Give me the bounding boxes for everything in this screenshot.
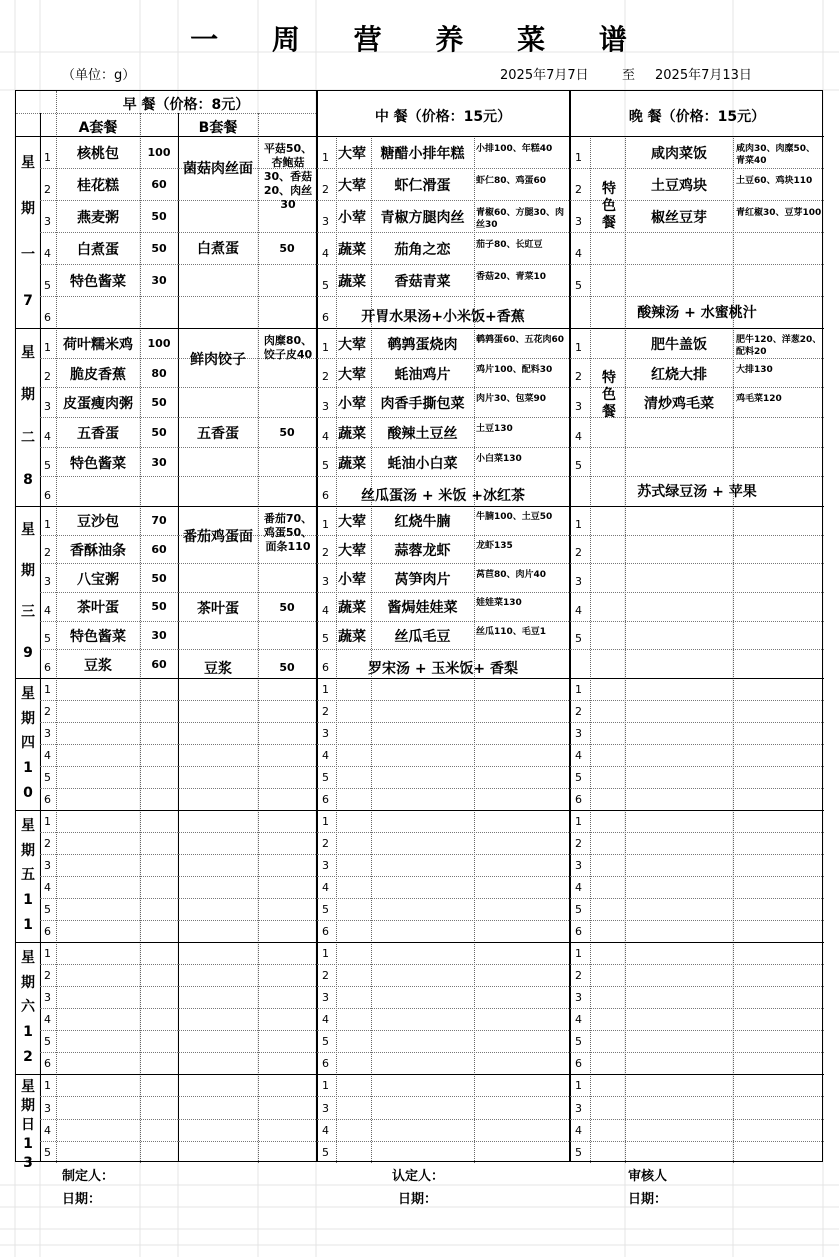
row-number: 6 bbox=[44, 925, 51, 938]
set-a-item: 特色酱菜 bbox=[70, 629, 126, 645]
row-number: 6 bbox=[322, 661, 329, 674]
row-number: 1 bbox=[44, 815, 51, 828]
row-number: 2 bbox=[575, 705, 582, 718]
row-number: 6 bbox=[322, 1057, 329, 1070]
row-number: 3 bbox=[44, 727, 51, 740]
lunch-category: 大荤 bbox=[338, 178, 366, 194]
row-number: 1 bbox=[575, 151, 582, 164]
unit-label: （单位：g） bbox=[62, 68, 136, 83]
row-number: 3 bbox=[44, 859, 51, 872]
row-number: 5 bbox=[322, 459, 329, 473]
lunch-category: 蔬菜 bbox=[338, 242, 366, 258]
lunch-category: 蔬菜 bbox=[338, 600, 366, 617]
approver-date-label: 日期： bbox=[398, 1192, 438, 1207]
row-number: 3 bbox=[44, 400, 51, 413]
row-number: 4 bbox=[44, 749, 51, 762]
row-number: 6 bbox=[44, 1057, 51, 1070]
row-number: 4 bbox=[575, 429, 582, 443]
row-number: 4 bbox=[322, 1123, 329, 1137]
lunch-category: 蔬菜 bbox=[338, 274, 366, 290]
dinner-ingredients: 咸肉30、肉糜50、青菜40 bbox=[736, 144, 816, 166]
row-number: 5 bbox=[575, 279, 582, 292]
row-number: 5 bbox=[322, 279, 329, 292]
date-to: 2025年7月13日 bbox=[655, 68, 752, 83]
row-number: 4 bbox=[575, 603, 582, 617]
row-number: 3 bbox=[322, 400, 329, 413]
row-number: 4 bbox=[575, 247, 582, 260]
row-number: 5 bbox=[322, 1035, 329, 1048]
row-number: 2 bbox=[322, 183, 329, 196]
row-number: 2 bbox=[44, 546, 51, 560]
row-number: 4 bbox=[322, 429, 329, 443]
row-number: 3 bbox=[575, 400, 582, 413]
row-number: 5 bbox=[575, 1035, 582, 1048]
row-number: 3 bbox=[44, 215, 51, 228]
lunch-dish: 丝瓜毛豆 bbox=[394, 629, 451, 645]
set-a-item: 脆皮香蕉 bbox=[70, 366, 126, 383]
row-number: 1 bbox=[322, 947, 329, 960]
row-number: 3 bbox=[575, 1101, 582, 1115]
lunch-dish: 蚝油鸡片 bbox=[394, 366, 451, 383]
dinner-dish: 清炒鸡毛菜 bbox=[644, 396, 714, 413]
lunch-dish: 蚝油小白菜 bbox=[387, 455, 458, 472]
row-number: 2 bbox=[575, 546, 582, 560]
row-number: 3 bbox=[44, 575, 51, 588]
lunch-dish: 鹌鹑蛋烧肉 bbox=[387, 336, 458, 353]
row-number: 2 bbox=[322, 546, 329, 560]
row-number: 2 bbox=[44, 837, 51, 850]
row-number: 1 bbox=[44, 340, 51, 354]
set-a-qty: 100 bbox=[147, 146, 171, 159]
lunch-category: 蔬菜 bbox=[338, 455, 366, 472]
set-a-qty: 50 bbox=[151, 425, 167, 439]
row-number: 4 bbox=[575, 1013, 582, 1026]
set-a-qty: 30 bbox=[151, 274, 167, 287]
day-label-mon: 星 期 一 7 bbox=[21, 154, 35, 309]
row-number: 5 bbox=[44, 279, 51, 292]
dinner-ingredients: 土豆60、鸡块110 bbox=[736, 176, 813, 186]
row-number: 4 bbox=[44, 1013, 51, 1026]
row-number: 1 bbox=[322, 151, 329, 164]
lunch-dish: 酱焗娃娃菜 bbox=[387, 600, 458, 617]
dinner-extra: 苏式绿豆汤 + 苹果 bbox=[637, 484, 757, 501]
row-number: 2 bbox=[575, 969, 582, 982]
lunch-ingredients: 娃娃菜130 bbox=[476, 598, 522, 609]
lunch-dish: 莴笋肉片 bbox=[394, 571, 451, 588]
row-number: 1 bbox=[575, 1079, 582, 1093]
lunch-category: 小荤 bbox=[338, 571, 366, 588]
row-number: 1 bbox=[322, 340, 329, 354]
row-number: 5 bbox=[322, 903, 329, 916]
row-number: 3 bbox=[575, 727, 582, 740]
set-a-qty: 50 bbox=[151, 600, 167, 614]
dinner-header: 晚 餐（价格：15元） bbox=[628, 109, 766, 125]
set-a-qty: 70 bbox=[151, 514, 167, 528]
row-number: 4 bbox=[575, 1123, 582, 1137]
row-number: 3 bbox=[322, 575, 329, 588]
row-number: 3 bbox=[322, 215, 329, 228]
dinner-dish: 土豆鸡块 bbox=[651, 178, 707, 194]
row-number: 4 bbox=[322, 1013, 329, 1026]
day-label-sun: 星 期 日 1 3 bbox=[21, 1079, 35, 1171]
row-number: 4 bbox=[44, 429, 51, 443]
row-number: 5 bbox=[322, 1146, 329, 1159]
row-number: 5 bbox=[575, 632, 582, 646]
row-number: 4 bbox=[322, 247, 329, 260]
set-a-item: 五香蛋 bbox=[77, 425, 119, 442]
row-number: 4 bbox=[322, 603, 329, 617]
lunch-category: 小荤 bbox=[338, 210, 366, 226]
day-label-thu: 星 期 四 1 0 bbox=[21, 685, 35, 802]
set-a-qty: 60 bbox=[151, 543, 167, 556]
date-separator: 至 bbox=[622, 68, 636, 83]
breakfast-header: 早 餐（价格：8元） bbox=[122, 97, 250, 113]
row-number: 3 bbox=[322, 727, 329, 740]
lunch-dish: 蒜蓉龙虾 bbox=[394, 543, 451, 559]
lunch-extra: 罗宋汤 + 玉米饭+ 香梨 bbox=[367, 660, 519, 677]
row-number: 1 bbox=[44, 517, 51, 531]
row-number: 2 bbox=[575, 183, 582, 196]
set-a-item: 豆沙包 bbox=[77, 514, 119, 531]
set-b-egg: 茶叶蛋 bbox=[197, 600, 239, 617]
row-number: 1 bbox=[322, 683, 329, 696]
set-a-item: 皮蛋瘦肉粥 bbox=[63, 396, 133, 413]
row-number: 3 bbox=[575, 859, 582, 872]
set-a-item: 核桃包 bbox=[77, 146, 119, 162]
set-a-item: 特色酱菜 bbox=[70, 274, 126, 290]
lunch-ingredients: 茄子80、长豇豆 bbox=[476, 240, 543, 250]
auditor-date-label: 日期： bbox=[628, 1192, 668, 1207]
lunch-dish: 酸辣土豆丝 bbox=[387, 425, 458, 442]
set-a-item: 荷叶糯米鸡 bbox=[63, 336, 133, 353]
set-a-item: 八宝粥 bbox=[77, 571, 119, 588]
row-number: 5 bbox=[44, 632, 51, 646]
set-a-qty: 60 bbox=[151, 178, 167, 191]
row-number: 6 bbox=[575, 793, 582, 806]
row-number: 2 bbox=[322, 969, 329, 982]
day-label-fri: 星 期 五 1 1 bbox=[21, 817, 35, 934]
set-b-main: 菌菇肉丝面 bbox=[183, 161, 253, 178]
row-number: 2 bbox=[44, 183, 51, 196]
lunch-header: 中 餐（价格：15元） bbox=[374, 109, 512, 125]
lunch-ingredients: 肉片30、包菜90 bbox=[476, 394, 547, 405]
maker-date-label: 日期： bbox=[62, 1192, 102, 1207]
approver-label: 认定人： bbox=[392, 1169, 445, 1184]
lunch-ingredients: 龙虾135 bbox=[476, 541, 513, 551]
row-number: 1 bbox=[44, 947, 51, 960]
row-number: 5 bbox=[322, 632, 329, 646]
row-number: 3 bbox=[575, 575, 582, 588]
row-number: 2 bbox=[322, 705, 329, 718]
set-b-drink: 豆浆 bbox=[204, 660, 232, 677]
set-a-item: 特色酱菜 bbox=[70, 455, 126, 472]
dinner-ingredients: 肥牛120、洋葱20、配料20 bbox=[736, 334, 822, 357]
lunch-category: 蔬菜 bbox=[338, 425, 366, 442]
lunch-ingredients: 牛腩100、土豆50 bbox=[476, 512, 553, 523]
lunch-dish: 虾仁滑蛋 bbox=[394, 178, 451, 194]
set-b-egg: 五香蛋 bbox=[197, 425, 239, 442]
row-number: 2 bbox=[44, 370, 51, 384]
lunch-dish: 茄角之恋 bbox=[394, 242, 451, 258]
set-b-header: B套餐 bbox=[198, 120, 238, 136]
row-number: 5 bbox=[575, 771, 582, 784]
page-title: 一 周 营 养 菜 谱 bbox=[190, 23, 649, 56]
lunch-category: 大荤 bbox=[338, 146, 366, 162]
set-b-main-note: 肉糜80、饺子皮40 bbox=[263, 334, 313, 361]
row-number: 1 bbox=[575, 340, 582, 354]
date-from: 2025年7月7日 bbox=[500, 68, 589, 83]
dinner-extra: 酸辣汤 + 水蜜桃汁 bbox=[637, 305, 757, 321]
lunch-ingredients: 小白菜130 bbox=[476, 453, 522, 464]
row-number: 3 bbox=[575, 215, 582, 228]
set-a-qty: 50 bbox=[151, 210, 167, 223]
row-number: 6 bbox=[322, 489, 329, 502]
lunch-ingredients: 鸡片100、配料30 bbox=[476, 364, 553, 375]
set-a-item: 豆浆 bbox=[84, 657, 112, 674]
row-number: 5 bbox=[44, 459, 51, 473]
row-number: 1 bbox=[575, 517, 582, 531]
row-number: 5 bbox=[575, 903, 582, 916]
lunch-dish: 香菇青菜 bbox=[394, 274, 451, 290]
row-number: 1 bbox=[44, 151, 51, 164]
row-number: 1 bbox=[575, 947, 582, 960]
dinner-ingredients: 鸡毛菜120 bbox=[736, 394, 782, 405]
row-number: 6 bbox=[44, 489, 51, 502]
row-number: 6 bbox=[575, 1057, 582, 1070]
row-number: 1 bbox=[44, 683, 51, 696]
set-a-item: 桂花糕 bbox=[77, 178, 119, 194]
lunch-dish: 青椒方腿肉丝 bbox=[380, 210, 465, 226]
lunch-ingredients: 丝瓜110、毛豆1 bbox=[476, 627, 547, 637]
row-number: 6 bbox=[322, 793, 329, 806]
row-number: 2 bbox=[575, 370, 582, 384]
set-b-egg-qty: 50 bbox=[279, 241, 295, 255]
row-number: 6 bbox=[322, 311, 329, 324]
set-a-header: A套餐 bbox=[78, 120, 118, 136]
row-number: 2 bbox=[575, 837, 582, 850]
row-number: 5 bbox=[44, 1146, 51, 1159]
menu-table bbox=[15, 90, 823, 1171]
row-number: 4 bbox=[44, 881, 51, 894]
row-number: 4 bbox=[322, 881, 329, 894]
set-a-qty: 100 bbox=[147, 336, 171, 350]
row-number: 3 bbox=[322, 859, 329, 872]
lunch-dish: 肉香手撕包菜 bbox=[380, 396, 465, 413]
lunch-ingredients: 虾仁80、鸡蛋60 bbox=[476, 176, 547, 186]
lunch-extra: 丝瓜蛋汤 + 米饭 +冰红茶 bbox=[360, 488, 526, 505]
lunch-ingredients: 鹌鹑蛋60、五花肉60 bbox=[476, 334, 565, 345]
row-number: 3 bbox=[44, 1101, 51, 1115]
dinner-dish: 肥牛盖饭 bbox=[651, 336, 707, 353]
lunch-category: 大荤 bbox=[338, 543, 366, 559]
set-a-qty: 50 bbox=[151, 242, 167, 255]
dinner-dish: 椒丝豆芽 bbox=[651, 210, 707, 226]
day-label-wed: 星 期 三 9 bbox=[21, 522, 35, 661]
auditor-label: 审核人 bbox=[628, 1169, 668, 1184]
row-number: 1 bbox=[575, 683, 582, 696]
dinner-dish: 咸肉菜饭 bbox=[651, 146, 707, 162]
set-a-qty: 30 bbox=[151, 455, 167, 469]
row-number: 6 bbox=[322, 925, 329, 938]
set-b-egg: 白煮蛋 bbox=[197, 241, 239, 258]
lunch-ingredients: 小排100、年糕40 bbox=[476, 144, 553, 154]
dinner-ingredients: 青红椒30、豆芽100 bbox=[736, 208, 822, 218]
row-number: 5 bbox=[44, 1035, 51, 1048]
set-a-qty: 50 bbox=[151, 571, 167, 585]
row-number: 6 bbox=[44, 793, 51, 806]
row-number: 4 bbox=[44, 247, 51, 260]
row-number: 2 bbox=[322, 837, 329, 850]
row-number: 3 bbox=[322, 1101, 329, 1115]
set-a-qty: 30 bbox=[151, 629, 167, 642]
row-number: 4 bbox=[44, 603, 51, 617]
set-b-egg-qty: 50 bbox=[279, 600, 295, 614]
lunch-category: 小荤 bbox=[338, 396, 366, 413]
set-b-main: 鲜肉饺子 bbox=[190, 351, 246, 368]
row-number: 5 bbox=[322, 771, 329, 784]
set-a-item: 香酥油条 bbox=[70, 543, 126, 559]
row-number: 3 bbox=[575, 991, 582, 1004]
lunch-category: 大荤 bbox=[338, 514, 366, 531]
lunch-dish: 糖醋小排年糕 bbox=[380, 146, 465, 162]
row-number: 4 bbox=[322, 749, 329, 762]
row-number: 6 bbox=[44, 311, 51, 324]
row-number: 4 bbox=[575, 749, 582, 762]
lunch-ingredients: 香菇20、青菜10 bbox=[476, 272, 547, 282]
lunch-ingredients: 青椒60、方腿30、肉丝30 bbox=[476, 208, 565, 230]
day-label-sat: 星 期 六 1 2 bbox=[21, 949, 35, 1066]
row-number: 2 bbox=[44, 969, 51, 982]
lunch-ingredients: 土豆130 bbox=[476, 423, 513, 434]
set-a-qty: 50 bbox=[151, 396, 167, 410]
row-number: 1 bbox=[322, 1079, 329, 1093]
set-b-main: 番茄鸡蛋面 bbox=[183, 529, 253, 546]
set-a-qty: 80 bbox=[151, 366, 167, 380]
row-number: 2 bbox=[322, 370, 329, 384]
lunch-ingredients: 莴苣80、肉片40 bbox=[476, 569, 547, 580]
set-a-item: 茶叶蛋 bbox=[77, 600, 119, 617]
dinner-ingredients: 大排130 bbox=[736, 364, 773, 375]
row-number: 5 bbox=[44, 903, 51, 916]
row-number: 6 bbox=[575, 925, 582, 938]
row-number: 4 bbox=[575, 881, 582, 894]
dinner-label: 特色餐 bbox=[602, 180, 616, 231]
row-number: 4 bbox=[44, 1123, 51, 1137]
set-b-egg-qty: 50 bbox=[279, 425, 295, 439]
set-a-item: 白煮蛋 bbox=[77, 242, 119, 258]
lunch-extra: 开胃水果汤+小米饭+香蕉 bbox=[361, 309, 525, 325]
set-a-qty: 60 bbox=[151, 657, 167, 671]
day-label-tue: 星 期 二 8 bbox=[21, 344, 35, 489]
set-a-item: 燕麦粥 bbox=[77, 210, 119, 226]
row-number: 6 bbox=[44, 661, 51, 674]
set-b-main-note: 番茄70、鸡蛋50、面条110 bbox=[263, 512, 313, 553]
dinner-dish: 红烧大排 bbox=[651, 366, 707, 383]
row-number: 3 bbox=[44, 991, 51, 1004]
row-number: 2 bbox=[44, 705, 51, 718]
row-number: 3 bbox=[322, 991, 329, 1004]
set-b-main-note: 平菇50、杏鲍菇30、香菇20、肉丝30 bbox=[263, 142, 313, 211]
maker-label: 制定人： bbox=[62, 1169, 115, 1184]
row-number: 5 bbox=[44, 771, 51, 784]
lunch-category: 大荤 bbox=[338, 366, 366, 383]
row-number: 5 bbox=[575, 1146, 582, 1159]
lunch-category: 蔬菜 bbox=[338, 629, 366, 645]
row-number: 1 bbox=[322, 815, 329, 828]
row-number: 1 bbox=[575, 815, 582, 828]
lunch-dish: 红烧牛腩 bbox=[394, 514, 451, 531]
set-b-drink-qty: 50 bbox=[279, 660, 295, 674]
row-number: 5 bbox=[575, 459, 582, 473]
row-number: 1 bbox=[322, 517, 329, 531]
row-number: 1 bbox=[44, 1079, 51, 1093]
dinner-label: 特色餐 bbox=[602, 369, 616, 420]
lunch-category: 大荤 bbox=[338, 336, 366, 353]
